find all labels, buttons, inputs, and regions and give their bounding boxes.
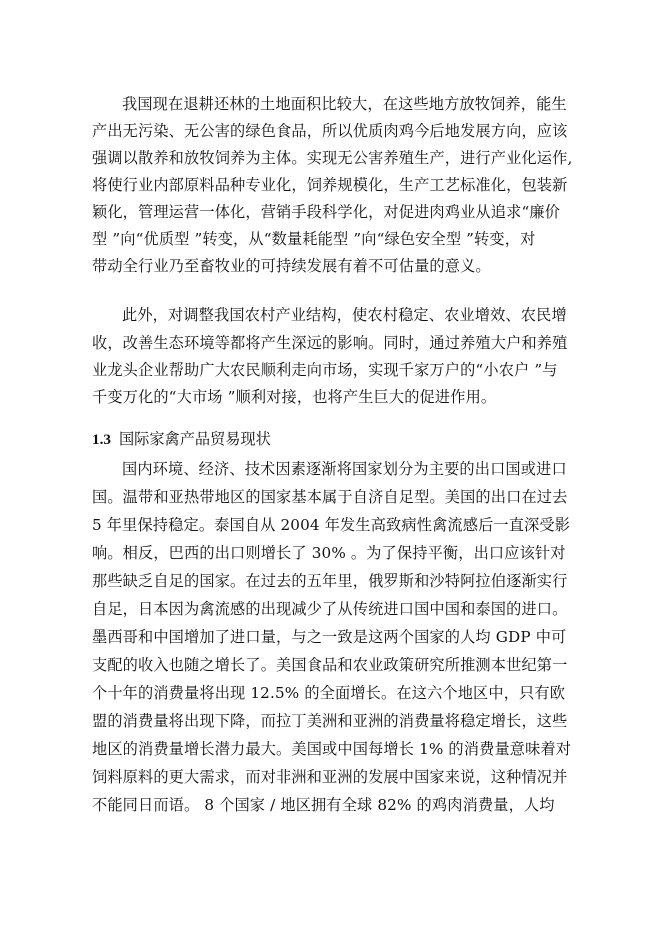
paragraph-2-line-2: 收，改善生态环境等都将产生深远的影响。同时，通过养殖大户和养殖 — [92, 334, 568, 352]
paragraph-3-line-11: 地区的消费量增长潜力最大。美国或中国每增长 1% 的消费量意味着对 — [92, 740, 572, 758]
paragraph-1-line-7: 带动全行业乃至畜牧业的可持续发展有着不可估量的意义。 — [92, 257, 491, 275]
paragraph-3-line-12: 饲料原料的更大需求，而对非洲和亚洲的发展中国家来说，这种情况并 — [92, 768, 568, 786]
paragraph-3-line-1: 国内环境、经济、技术因素逐渐将国家划分为主要的出口国或进口 — [122, 460, 567, 478]
paragraph-3-line-7: 墨西哥和中国增加了进口量，与之一致是这两个国家的人均 GDP 中可 — [92, 628, 567, 646]
paragraph-3-line-3: 5 年里保持稳定。泰国自从 2004 年发生高致病性禽流感后一直深受影 — [92, 516, 571, 534]
paragraph-3-line-13: 不能同日而语。 8 个国家 / 地区拥有全球 82% 的鸡肉消费量，人均 — [92, 796, 555, 814]
paragraph-3-line-4: 响。相反，巴西的出口则增长了 30% 。为了保持平衡，出口应该针对 — [92, 544, 566, 562]
section-heading — [92, 426, 576, 452]
paragraph-3-line-2: 国。温带和亚热带地区的国家基本属于自济自足型。美国的出口在过去 — [92, 488, 568, 506]
paragraph-3-line-5: 那些缺乏自足的国家。在过去的五年里，俄罗斯和沙特阿拉伯逐渐实行 — [92, 572, 568, 590]
paragraph-1-line-4: 将使行业内部原料品种专业化，饲养规模化，生产工艺标准化，包装新 — [92, 176, 568, 194]
paragraph-1-line-3: 强调以散养和放牧饲养为主体。实现无公害养殖生产，进行产业化运作, — [92, 149, 573, 167]
section-title: 国际家禽产品贸易现状 — [118, 430, 271, 448]
paragraph-1-line-1: 我国现在退耕还林的土地面积比较大，在这些地方放牧饲养，能生 — [122, 95, 567, 113]
paragraph-3-line-8: 支配的收入也随之增长了。美国食品和农业政策研究所推测本世纪第一 — [92, 656, 568, 674]
paragraph-2-line-3: 业龙头企业帮助广大农民顺利走向市场，实现千家万户的“小农户 ”与 — [92, 361, 558, 379]
paragraph-1-line-2: 产出无污染、无公害的绿色食品，所以优质肉鸡今后地发展方向，应该 — [92, 122, 568, 140]
paragraph-3-line-9: 个十年的消费量将出现 12.5% 的全面增长。在这六个地区中，只有欧 — [92, 684, 566, 702]
section-number: 1.3 — [92, 431, 111, 448]
paragraph-3-line-6: 自足，日本因为禽流感的出现减少了从传统进口国中国和泰国的进口。 — [92, 600, 568, 618]
paragraph-1-line-5: 颖化，管理运营一体化，营销手段科学化，对促进肉鸡业从追求“廉价 — [92, 203, 561, 221]
paragraph-2-line-4: 千变万化的“大市场 ”顺利对接，也将产生巨大的促进作用。 — [92, 388, 497, 406]
paragraph-3-line-10: 盟的消费量将出现下降，而拉丁美洲和亚洲的消费量将稳定增长，这些 — [92, 712, 568, 730]
paragraph-2-line-1: 此外，对调整我国农村产业结构，使农村稳定、农业增效、农民增 — [122, 306, 567, 324]
paragraph-1-line-6: 型 ”向“优质型 ”转变，从“数量耗能型 ”向“绿色安全型 ”转变，对 — [92, 230, 536, 248]
